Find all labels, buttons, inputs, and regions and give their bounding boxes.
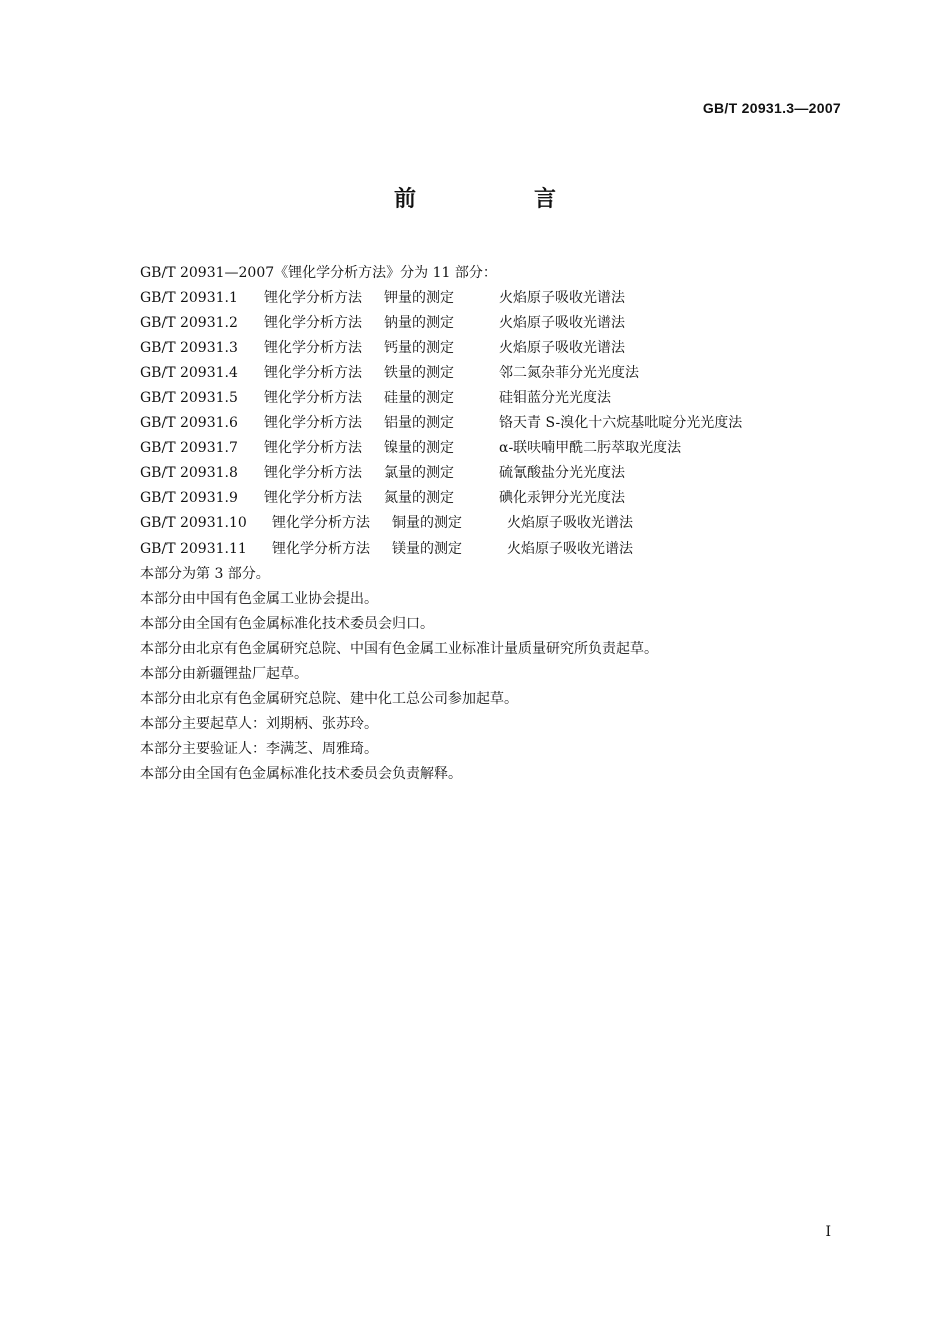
part-method: 火焰原子吸收光谱法: [499, 315, 625, 332]
part-item: 铜量的测定: [392, 515, 462, 532]
standard-code: GB/T 20931.3—2007: [702, 100, 841, 116]
part-line: [140, 336, 840, 361]
part-id: GB/T 20931.3: [140, 340, 238, 357]
part-id: GB/T 20931.10: [140, 515, 247, 532]
intro-line: GB/T 20931—2007《锂化学分析方法》分为 11 部分：: [140, 265, 497, 281]
part-series: 锂化学分析方法: [272, 540, 370, 557]
part-item: 硅量的测定: [384, 390, 454, 407]
part-id: GB/T 20931.1: [140, 290, 238, 307]
part-method: 邻二氮杂菲分光光度法: [499, 365, 639, 382]
part-series: 锂化学分析方法: [264, 490, 362, 507]
part-item: 铁量的测定: [384, 365, 454, 382]
part-line: [140, 286, 840, 311]
part-id: GB/T 20931.9: [140, 490, 238, 507]
part-line: [140, 511, 840, 536]
part-id: GB/T 20931.6: [140, 415, 238, 432]
part-id: GB/T 20931.5: [140, 390, 238, 407]
part-item: 氯量的测定: [384, 465, 454, 482]
part-id: GB/T 20931.8: [140, 465, 238, 482]
page-number: I: [825, 1224, 831, 1240]
part-series: 锂化学分析方法: [264, 440, 362, 457]
foreword-body: [140, 261, 840, 787]
part-item: 镁量的测定: [392, 540, 462, 557]
statements-list: [140, 562, 840, 787]
part-series: 锂化学分析方法: [264, 315, 362, 332]
part-item: 钙量的测定: [384, 340, 454, 357]
parts-list: [140, 286, 840, 562]
statement-line: 本部分由全国有色金属标准化技术委员会归口。: [140, 615, 434, 632]
part-line: [140, 436, 840, 461]
part-method: 火焰原子吸收光谱法: [499, 290, 625, 307]
part-series: 锂化学分析方法: [264, 465, 362, 482]
part-method: 火焰原子吸收光谱法: [507, 540, 633, 557]
part-line: [140, 537, 840, 562]
part-line: [140, 386, 840, 411]
part-line: [140, 486, 840, 511]
part-item: 钾量的测定: [384, 290, 454, 307]
statement-line: 本部分由中国有色金属工业协会提出。: [140, 590, 378, 607]
part-item: 铝量的测定: [384, 415, 454, 432]
part-method: 铬天青 S-溴化十六烷基吡啶分光光度法: [499, 415, 743, 432]
part-method: 火焰原子吸收光谱法: [499, 340, 625, 357]
part-method: α-联呋喃甲酰二肟萃取光度法: [499, 440, 682, 457]
statement-line: 本部分主要起草人：刘期柄、张苏玲。: [140, 715, 378, 732]
part-id: GB/T 20931.11: [140, 540, 247, 557]
part-series: 锂化学分析方法: [264, 340, 362, 357]
part-series: 锂化学分析方法: [264, 415, 362, 432]
statement-line: 本部分主要验证人：李满芝、周雅琦。: [140, 740, 378, 757]
part-line: [140, 311, 840, 336]
part-method: 硫氰酸盐分光光度法: [499, 465, 625, 482]
statement-line: 本部分由全国有色金属标准化技术委员会负责解释。: [140, 765, 462, 782]
part-line: [140, 411, 840, 436]
statement-line: 本部分为第 3 部分。: [140, 565, 270, 582]
part-method: 硅钼蓝分光光度法: [499, 390, 611, 407]
part-method: 火焰原子吸收光谱法: [507, 515, 633, 532]
statement-line: 本部分由北京有色金属研究总院、建中化工总公司参加起草。: [140, 690, 518, 707]
part-series: 锂化学分析方法: [264, 390, 362, 407]
part-series: 锂化学分析方法: [272, 515, 370, 532]
part-id: GB/T 20931.2: [140, 315, 238, 332]
part-line: [140, 361, 840, 386]
part-series: 锂化学分析方法: [264, 290, 362, 307]
part-id: GB/T 20931.7: [140, 440, 238, 457]
part-id: GB/T 20931.4: [140, 365, 238, 382]
statement-line: 本部分由北京有色金属研究总院、中国有色金属工业标准计量质量研究所负责起草。: [140, 640, 658, 657]
part-series: 锂化学分析方法: [264, 365, 362, 382]
part-item: 钠量的测定: [384, 315, 454, 332]
part-line: [140, 461, 840, 486]
page-title: 前 言: [393, 187, 604, 212]
statement-line: 本部分由新疆锂盐厂起草。: [140, 665, 308, 682]
part-item: 氮量的测定: [384, 490, 454, 507]
part-method: 碘化汞钾分光光度法: [499, 490, 625, 507]
part-item: 镍量的测定: [384, 440, 454, 457]
